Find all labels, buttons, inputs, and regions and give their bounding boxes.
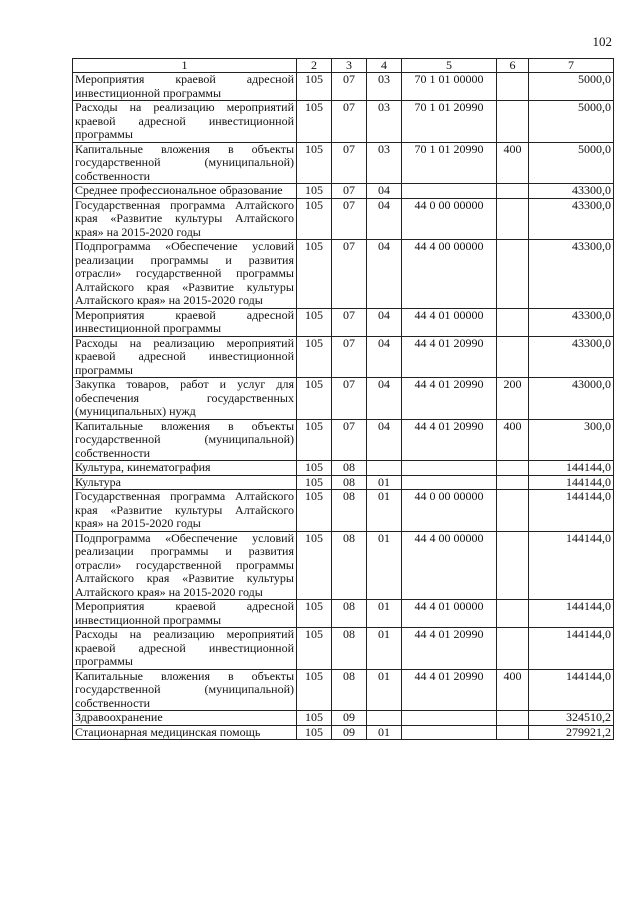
row-pr: 04	[367, 378, 402, 420]
row-vr	[497, 725, 529, 740]
row-rz: 09	[332, 725, 367, 740]
row-ved: 105	[297, 475, 332, 490]
row-rz: 07	[332, 308, 367, 336]
row-pr: 01	[367, 669, 402, 711]
row-ved: 105	[297, 336, 332, 378]
row-rz: 08	[332, 490, 367, 532]
row-sum: 5000,0	[529, 101, 614, 143]
row-sum: 144144,0	[529, 461, 614, 476]
row-pr: 04	[367, 419, 402, 461]
row-pr: 04	[367, 308, 402, 336]
row-vr	[497, 711, 529, 726]
row-name: Мероприятия краевой адресной инвестиционной программы	[73, 308, 297, 336]
row-pr	[367, 711, 402, 726]
row-sum: 279921,2	[529, 725, 614, 740]
row-name: Расходы на реализацию мероприятий краевой адресной инвестиционной программы	[73, 336, 297, 378]
row-vr	[497, 475, 529, 490]
row-csr	[402, 461, 497, 476]
row-ved: 105	[297, 378, 332, 420]
header-cell: 3	[332, 59, 367, 73]
row-pr	[367, 461, 402, 476]
row-ved: 105	[297, 531, 332, 600]
row-vr	[497, 628, 529, 670]
row-name: Расходы на реализацию мероприятий краевой адресной инвестиционной программы	[73, 628, 297, 670]
row-ved: 105	[297, 490, 332, 532]
row-name: Подпрограмма «Обеспечение условий реализации программы и развития отрасли» государственной программы Алтайского края «Развитие культуры Алтайского края» на 2015-2020 годы	[73, 240, 297, 309]
row-vr	[497, 461, 529, 476]
row-name: Мероприятия краевой адресной инвестиционной программы	[73, 73, 297, 101]
row-csr: 44 4 01 00000	[402, 308, 497, 336]
row-rz: 08	[332, 475, 367, 490]
row-name: Мероприятия краевой адресной инвестиционной программы	[73, 600, 297, 628]
row-pr: 04	[367, 184, 402, 199]
table-row	[73, 240, 614, 309]
row-ved: 105	[297, 669, 332, 711]
row-ved: 105	[297, 308, 332, 336]
row-sum: 144144,0	[529, 669, 614, 711]
header-cell: 6	[497, 59, 529, 73]
row-pr: 01	[367, 475, 402, 490]
row-sum: 324510,2	[529, 711, 614, 726]
row-sum: 144144,0	[529, 531, 614, 600]
row-ved: 105	[297, 711, 332, 726]
row-pr: 01	[367, 628, 402, 670]
row-rz: 07	[332, 101, 367, 143]
row-vr	[497, 308, 529, 336]
row-rz: 07	[332, 240, 367, 309]
row-sum: 144144,0	[529, 475, 614, 490]
row-sum: 43300,0	[529, 240, 614, 309]
row-rz: 07	[332, 198, 367, 240]
row-name: Среднее профессиональное образование	[73, 184, 297, 199]
row-pr: 01	[367, 490, 402, 532]
row-name: Государственная программа Алтайского края «Развитие культуры Алтайского края» на 2015-2020 годы	[73, 490, 297, 532]
row-name: Здравоохранение	[73, 711, 297, 726]
table-row	[73, 490, 614, 532]
row-csr	[402, 711, 497, 726]
row-rz: 08	[332, 461, 367, 476]
row-rz: 07	[332, 378, 367, 420]
row-rz: 08	[332, 600, 367, 628]
table-row	[73, 101, 614, 143]
table-row	[73, 184, 614, 199]
table-row	[73, 600, 614, 628]
row-vr: 400	[497, 142, 529, 184]
budget-table	[72, 58, 614, 740]
row-pr: 03	[367, 142, 402, 184]
header-row	[73, 59, 614, 73]
row-sum: 43300,0	[529, 336, 614, 378]
row-name: Культура	[73, 475, 297, 490]
row-ved: 105	[297, 73, 332, 101]
row-vr	[497, 600, 529, 628]
table-row	[73, 461, 614, 476]
row-name: Расходы на реализацию мероприятий краевой адресной инвестиционной программы	[73, 101, 297, 143]
row-rz: 08	[332, 531, 367, 600]
table-row	[73, 669, 614, 711]
row-name: Капитальные вложения в объекты государственной (муниципальной) собственности	[73, 142, 297, 184]
row-vr	[497, 531, 529, 600]
header-cell: 1	[73, 59, 297, 73]
row-csr: 44 0 00 00000	[402, 490, 497, 532]
row-ved: 105	[297, 184, 332, 199]
row-vr	[497, 490, 529, 532]
row-csr	[402, 184, 497, 199]
table-row	[73, 711, 614, 726]
row-rz: 07	[332, 142, 367, 184]
row-csr: 44 0 00 00000	[402, 198, 497, 240]
row-sum: 5000,0	[529, 73, 614, 101]
row-pr: 01	[367, 725, 402, 740]
row-vr	[497, 73, 529, 101]
row-pr: 04	[367, 198, 402, 240]
row-ved: 105	[297, 725, 332, 740]
row-name: Закупка товаров, работ и услуг для обеспечения государственных (муниципальных) нужд	[73, 378, 297, 420]
table-row	[73, 336, 614, 378]
row-ved: 105	[297, 600, 332, 628]
row-csr: 44 4 01 20990	[402, 336, 497, 378]
row-ved: 105	[297, 461, 332, 476]
row-csr: 44 4 01 20990	[402, 628, 497, 670]
row-vr	[497, 336, 529, 378]
row-pr: 01	[367, 531, 402, 600]
row-name: Капитальные вложения в объекты государственной (муниципальной) собственности	[73, 419, 297, 461]
row-pr: 03	[367, 101, 402, 143]
row-vr: 400	[497, 419, 529, 461]
row-csr: 70 1 01 20990	[402, 101, 497, 143]
header-cell: 7	[529, 59, 614, 73]
row-csr: 44 4 00 00000	[402, 531, 497, 600]
table-row	[73, 73, 614, 101]
row-sum: 300,0	[529, 419, 614, 461]
row-csr	[402, 475, 497, 490]
row-pr: 01	[367, 600, 402, 628]
row-vr	[497, 198, 529, 240]
row-name: Государственная программа Алтайского края «Развитие культуры Алтайского края» на 2015-2020 годы	[73, 198, 297, 240]
row-rz: 08	[332, 628, 367, 670]
row-ved: 105	[297, 101, 332, 143]
row-sum: 144144,0	[529, 490, 614, 532]
row-ved: 105	[297, 198, 332, 240]
row-csr	[402, 725, 497, 740]
row-name: Стационарная медицинская помощь	[73, 725, 297, 740]
row-csr: 70 1 01 20990	[402, 142, 497, 184]
row-sum: 43000,0	[529, 378, 614, 420]
row-rz: 07	[332, 73, 367, 101]
row-sum: 144144,0	[529, 600, 614, 628]
table-row	[73, 142, 614, 184]
row-ved: 105	[297, 240, 332, 309]
row-csr: 70 1 01 00000	[402, 73, 497, 101]
table-row	[73, 198, 614, 240]
row-name: Подпрограмма «Обеспечение условий реализации программы и развития отрасли» государственной программы Алтайского края «Развитие культуры Алтайского края» на 2015-2020 годы	[73, 531, 297, 600]
table-row	[73, 531, 614, 600]
row-csr: 44 4 01 00000	[402, 600, 497, 628]
table-row	[73, 725, 614, 740]
row-vr	[497, 240, 529, 309]
header-cell: 2	[297, 59, 332, 73]
table-row	[73, 475, 614, 490]
row-vr	[497, 101, 529, 143]
row-rz: 08	[332, 669, 367, 711]
header-cell: 5	[402, 59, 497, 73]
page-number: 102	[592, 34, 612, 49]
row-sum: 43300,0	[529, 198, 614, 240]
row-ved: 105	[297, 628, 332, 670]
row-sum: 5000,0	[529, 142, 614, 184]
row-vr	[497, 184, 529, 199]
table-row	[73, 308, 614, 336]
row-rz: 07	[332, 336, 367, 378]
row-rz: 07	[332, 184, 367, 199]
row-rz: 07	[332, 419, 367, 461]
row-pr: 03	[367, 73, 402, 101]
row-vr: 400	[497, 669, 529, 711]
table-row	[73, 419, 614, 461]
row-ved: 105	[297, 142, 332, 184]
row-ved: 105	[297, 419, 332, 461]
row-pr: 04	[367, 336, 402, 378]
row-sum: 43300,0	[529, 184, 614, 199]
row-csr: 44 4 01 20990	[402, 419, 497, 461]
row-csr: 44 4 01 20990	[402, 378, 497, 420]
table-row	[73, 378, 614, 420]
row-sum: 144144,0	[529, 628, 614, 670]
row-sum: 43300,0	[529, 308, 614, 336]
row-pr: 04	[367, 240, 402, 309]
row-name: Культура, кинематография	[73, 461, 297, 476]
row-rz: 09	[332, 711, 367, 726]
row-csr: 44 4 00 00000	[402, 240, 497, 309]
table-row	[73, 628, 614, 670]
row-vr: 200	[497, 378, 529, 420]
row-csr: 44 4 01 20990	[402, 669, 497, 711]
header-cell: 4	[367, 59, 402, 73]
row-name: Капитальные вложения в объекты государственной (муниципальной) собственности	[73, 669, 297, 711]
